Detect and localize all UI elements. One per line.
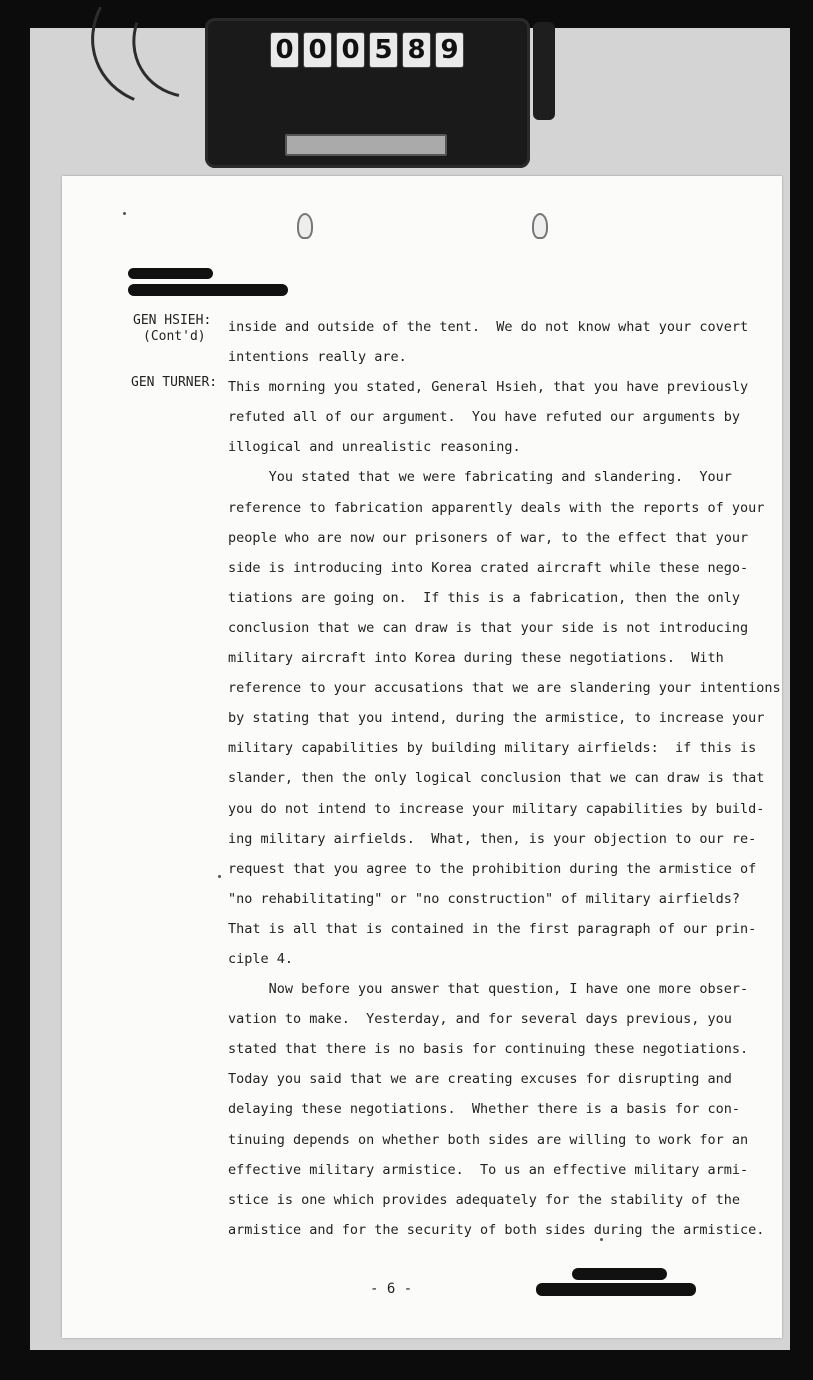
text-line: reference to your accusations that we are slandering your intentions [228, 680, 781, 697]
frame-counter-digits [270, 32, 464, 68]
scan-speck [218, 875, 221, 878]
counter-plate [285, 134, 447, 156]
counter-knob [533, 22, 555, 120]
counter-digit: 5 [369, 32, 398, 68]
speaker-label [133, 313, 211, 345]
text-line: reference to fabrication apparently deals with the reports of your [228, 499, 765, 516]
counter-digit: 9 [435, 32, 464, 68]
punch-hole [297, 213, 313, 239]
counter-digit: 8 [402, 32, 431, 68]
text-line: This morning you stated, General Hsieh, that you have previously [228, 379, 749, 396]
scan-speck [600, 1238, 603, 1241]
text-line: stice is one which provides adequately for the stability of the [228, 1191, 741, 1208]
text-line: effective military armistice. To us an effective military armi- [228, 1161, 749, 1178]
text-line: tinuing depends on whether both sides are willing to work for an [228, 1131, 749, 1148]
text-line: ciple 4. [228, 950, 294, 967]
text-line: request that you agree to the prohibition during the armistice of [228, 860, 757, 877]
speaker-name: GEN HSIEH: [133, 313, 212, 328]
text-line: stated that there is no basis for continuing these negotiations. [228, 1041, 749, 1058]
text-line: You stated that we were fabricating and slandering. Your [228, 469, 732, 486]
counter-digit: 0 [336, 32, 365, 68]
redaction-bar [128, 268, 213, 279]
text-line: refuted all of our argument. You have refuted our arguments by [228, 409, 741, 426]
page-number: - 6 - [370, 1281, 413, 1297]
text-line: people who are now our prisoners of war, to the effect that your [228, 529, 749, 546]
text-line: tiations are going on. If this is a fabrication, then the only [228, 589, 741, 606]
scan-speck [123, 212, 126, 215]
text-line: "no rehabilitating" or "no construction" of military airfields? [228, 890, 741, 907]
text-line: inside and outside of the tent. We do not know what your covert [228, 319, 749, 335]
document-body [228, 312, 781, 1245]
text-line: armistice and for the security of both sides during the armistice. [228, 1221, 765, 1238]
text-line: Now before you answer that question, I have one more obser- [228, 981, 749, 998]
redaction-bar [128, 284, 288, 296]
speaker-label [131, 375, 217, 391]
counter-digit: 0 [270, 32, 299, 68]
text-line: intentions really are. [228, 349, 407, 366]
text-line: illogical and unrealistic reasoning. [228, 439, 521, 456]
text-line: vation to make. Yesterday, and for several days previous, you [228, 1011, 732, 1028]
punch-hole [532, 213, 548, 239]
redaction-bar [572, 1268, 667, 1280]
text-line: slander, then the only logical conclusion that we can draw is that [228, 770, 765, 787]
redaction-bar [536, 1283, 696, 1296]
text-line: delaying these negotiations. Whether there is a basis for con- [228, 1101, 741, 1118]
speaker-name: GEN TURNER: [131, 375, 218, 390]
counter-digit: 0 [303, 32, 332, 68]
speaker-note: (Cont'd) [143, 329, 206, 344]
text-line: military capabilities by building military airfields: if this is [228, 740, 757, 757]
text-line: by stating that you intend, during the armistice, to increase your [228, 710, 765, 727]
text-line: side is introducing into Korea crated aircraft while these nego- [228, 559, 749, 576]
text-line: you do not intend to increase your military capabilities by build- [228, 800, 765, 817]
text-line: conclusion that we can draw is that your side is not introducing [228, 619, 749, 636]
text-line: Today you said that we are creating excuses for disrupting and [228, 1071, 732, 1088]
text-line: military aircraft into Korea during these negotiations. With [228, 650, 724, 667]
text-line: ing military airfields. What, then, is your objection to our re- [228, 830, 757, 847]
text-line: That is all that is contained in the first paragraph of our prin- [228, 920, 757, 937]
